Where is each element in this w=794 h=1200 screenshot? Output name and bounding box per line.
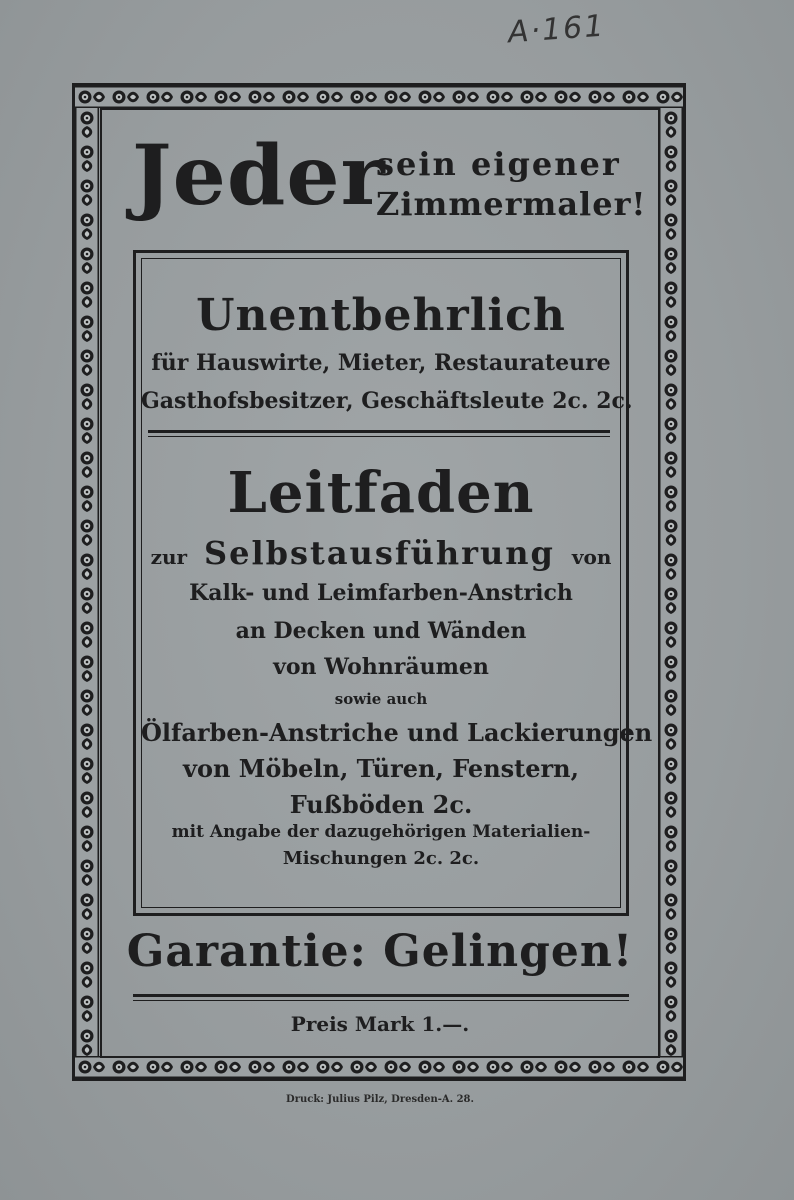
text-line-oelfarben: Ölfarben-Anstriche und Lackierungen <box>141 718 653 747</box>
ornament-band-top <box>75 86 683 108</box>
floral-ornament-icon <box>75 86 683 108</box>
price-label: Preis Mark 1.—. <box>290 1012 470 1036</box>
word-zur: zur <box>150 545 188 569</box>
audience-line-2: Gasthofsbesitzer, Geschäftsleute 2c. 2c. <box>141 388 633 414</box>
headline-jeder: Jeder <box>132 128 386 224</box>
handwritten-catalog-note: A·161 <box>506 8 607 51</box>
floral-ornament-icon <box>75 108 99 1056</box>
text-line-fussboeden: Fußböden 2c. <box>289 790 473 819</box>
text-line-kalk: Kalk- und Leimfarben-Anstrich <box>189 580 573 606</box>
word-von: von <box>571 545 612 569</box>
text-line-mischungen: Mischungen 2c. 2c. <box>282 848 480 869</box>
audience-line-1: für Hauswirte, Mieter, Restaurateure <box>151 350 611 376</box>
word-selbstausfuehrung: Selbstausführung <box>204 534 555 572</box>
headline-line-2: Zimmermaler! <box>376 185 647 223</box>
printer-imprint: Druck: Julius Pilz, Dresden-A. 28. <box>286 1094 474 1105</box>
divider-rule <box>148 430 610 433</box>
text-line-wohnraeumen: von Wohnräumen <box>273 654 489 680</box>
box-title: Unentbehrlich <box>196 290 566 341</box>
slogan: Garantie: Gelingen! <box>126 926 634 977</box>
floral-ornament-icon <box>75 1056 683 1078</box>
text-line-materialien: mit Angabe der dazugehörigen Materialien- <box>171 822 591 842</box>
headline-line-1: sein eigener <box>376 145 621 183</box>
ornament-band-bottom <box>75 1056 683 1078</box>
divider-rule <box>133 994 629 997</box>
ornament-band-left <box>75 108 99 1056</box>
text-line-decken: an Decken und Wänden <box>235 618 527 644</box>
guide-title: Leitfaden <box>227 460 535 526</box>
divider-rule-thin <box>148 436 610 437</box>
ornament-band-right <box>659 108 683 1056</box>
text-line-moebeln: von Möbeln, Türen, Fenstern, <box>183 754 579 783</box>
headline-subtitle <box>376 144 646 224</box>
guide-subtitle <box>141 534 621 572</box>
divider-rule-thin <box>133 1000 629 1001</box>
text-line-sowie: sowie auch <box>334 690 428 708</box>
floral-ornament-icon <box>659 108 683 1056</box>
